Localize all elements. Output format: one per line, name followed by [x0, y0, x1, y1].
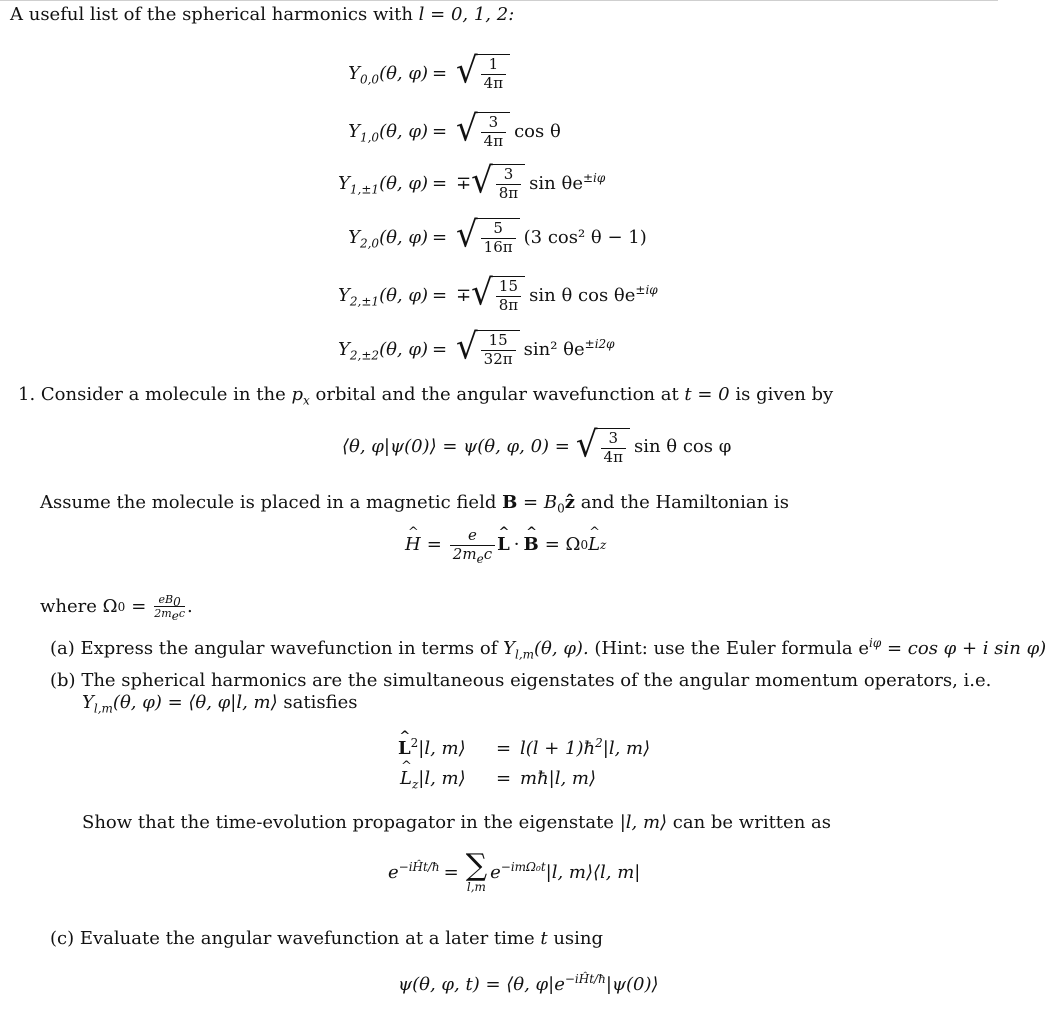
harmonic-sign: ∓ — [456, 284, 472, 306]
harmonic-eq: = — [432, 62, 448, 84]
intro-text: A useful list of the spherical harmonics with — [10, 4, 413, 25]
q1-orbital-sub: x — [302, 393, 310, 408]
harmonic-den: 8π — [496, 184, 521, 202]
ham-eq: = — [426, 534, 442, 556]
top-border — [0, 0, 998, 1]
harmonic-sqrt: √ $\frac{15}{32\pi}$ — [456, 330, 520, 368]
harmonic-num: 15 — [498, 277, 519, 296]
harmonic-num: 5 — [493, 219, 503, 238]
harmonic-lhs: $Y_{2,\pm 1}(\theta$, φ) — [338, 284, 428, 309]
part-c-equation — [398, 972, 659, 995]
part-b-label: (b) — [50, 670, 76, 691]
intro-line — [10, 6, 514, 24]
q1-orbital: p — [291, 384, 303, 405]
where-den-sub: e — [171, 608, 179, 623]
prop-proj: |l, m⟩⟨l, m| — [545, 862, 641, 883]
part-a-label: (a) — [50, 638, 75, 659]
harmonic-eq: = — [432, 338, 448, 360]
q1-suffix: is given by — [735, 384, 834, 405]
eig2-L: ^ L — [400, 770, 412, 788]
eig1-rhs-wrap: $l(l + 1)ħ^2|l$, m⟩ — [520, 736, 651, 759]
field-suffix: and the Hamiltonian is — [580, 492, 789, 513]
prop-eq: = — [443, 862, 459, 883]
part-b-Y: Y — [82, 692, 94, 713]
harmonic-lhs: $Y_{2,\pm 2}(\theta$, φ) — [338, 338, 428, 363]
ham-L: ^ L — [497, 536, 510, 554]
prop-lhs-sup: −iĤt/ħ — [398, 860, 440, 874]
part-b-text: The spherical harmonics are the simultaneous eigenstates of the angular momentum operators, i.e. — [81, 670, 992, 691]
part-a-Ysub: l,m — [514, 647, 535, 662]
propagator-equation — [388, 848, 641, 894]
field-line — [40, 492, 789, 516]
eig1-eq: = — [496, 738, 512, 759]
harmonic-row — [0, 108, 998, 154]
harmonic-trail: (3 cos² θ − 1) — [523, 226, 647, 248]
eig2-eq: = — [496, 768, 512, 789]
where-den-c: c — [178, 606, 186, 620]
ham-H: ^ H — [405, 536, 421, 554]
harmonic-rhs — [456, 50, 514, 93]
harmonic-num: 3 — [503, 165, 514, 184]
harmonic-num: 3 — [488, 113, 499, 132]
psi0-num: 3 — [608, 429, 619, 447]
part-c-using: using — [553, 928, 604, 949]
harmonic-sqrt: √ $\frac{3}{4\pi}$ — [456, 112, 510, 150]
prop-lhs: e — [388, 862, 399, 883]
harmonic-den: 4π — [481, 132, 506, 150]
harmonic-eq: = — [432, 120, 448, 142]
harmonic-lhs: $Y_{0,0}(\theta$, φ) — [348, 62, 428, 87]
ham-B: ^ B — [523, 536, 538, 554]
q1-prefix: 1. Consider a molecule in the — [18, 384, 286, 405]
ham-num: e — [468, 526, 477, 544]
part-c-line — [50, 930, 603, 948]
harmonic-row — [0, 326, 998, 372]
part-b-line2 — [82, 692, 358, 716]
part-c-eq-sup: −iĤt/ħ — [564, 972, 606, 986]
eigen-eq-1: ^ $L^2|l$, m⟩ — [398, 740, 466, 758]
harmonic-den: 8π — [496, 296, 521, 314]
harmonic-num: 1 — [488, 55, 499, 74]
field-B: B — [502, 492, 518, 513]
harmonic-rhs — [456, 108, 561, 151]
q1-middle: orbital and the angular wavefunction at — [315, 384, 679, 405]
eig1-rhs2: |l, m⟩ — [602, 738, 651, 759]
harmonic-den: 32π — [481, 350, 516, 368]
where-den: 2m — [154, 606, 172, 620]
prop-term: e — [490, 862, 501, 883]
part-c-text: Evaluate the angular wavefunction at a later time — [79, 928, 535, 949]
harmonic-rhs — [456, 326, 615, 369]
harmonic-den: 16π — [481, 238, 516, 256]
part-a-Y: Y — [503, 638, 515, 659]
eigen-eq-2: ^ $L_z|l$, m⟩ — [400, 770, 466, 788]
harmonic-den: 4π — [481, 74, 506, 92]
ham-den-sub: e — [476, 551, 484, 566]
part-c-eq-rhs: |ψ(0)⟩ — [605, 974, 659, 995]
harmonic-lhs: $Y_{2,0}(\theta$, φ) — [348, 226, 428, 251]
harmonic-sqrt: √ $\frac{1}{4\pi}$ — [456, 54, 510, 92]
where-omega-line: where Ω 0 = $eB_0$ $2m_ec$ . — [40, 593, 193, 623]
part-a-args: (θ, φ). — [534, 638, 589, 659]
eig1-lhs: |l, m⟩ — [418, 738, 466, 759]
harmonic-sqrt: √ $\frac{3}{8\pi}$ — [471, 164, 525, 202]
part-a-hint: (Hint: use the Euler formula e — [594, 638, 869, 659]
part-b-end: satisfies — [283, 692, 358, 713]
field-b0-sub: 0 — [557, 501, 565, 516]
ham-eq2: = Ω — [544, 534, 581, 556]
part-c-t: t — [540, 928, 548, 949]
harmonic-trail: $\sin \theta e^{\pm i\varphi}$ — [529, 170, 606, 194]
harmonic-rhs — [456, 272, 658, 315]
eig1-L: ^ L — [398, 740, 411, 758]
harmonic-lhs: $Y_{1,0}(\theta$, φ) — [348, 120, 428, 145]
field-zhat: ẑ — [564, 492, 575, 513]
q1-time-cond: t = 0 — [684, 384, 730, 405]
harmonic-sqrt: √ $\frac{5}{16\pi}$ — [456, 218, 520, 256]
harmonic-row — [0, 272, 998, 318]
where-text: where Ω — [40, 595, 118, 617]
prop-term-sup: −imΩ₀t — [500, 860, 546, 874]
where-num: eB — [158, 593, 174, 606]
question-1-line — [18, 384, 834, 408]
ham-den: 2m — [452, 544, 477, 563]
intro-condition: l = 0, 1, 2: — [418, 4, 515, 25]
psi0-den: 4π — [601, 448, 626, 466]
psi0-equation — [342, 423, 732, 466]
harmonic-eq: = — [432, 226, 448, 248]
part-a-hint-sup: iφ — [869, 636, 882, 650]
part-b-line1 — [50, 672, 991, 690]
harmonic-row — [0, 214, 998, 260]
harmonic-sqrt: √ $\frac{15}{8\pi}$ — [471, 276, 525, 314]
show-text: Show that the time-evolution propagator in the eigenstate — [82, 812, 614, 833]
where-frac — [154, 593, 186, 623]
psi0-lhs: ⟨θ, φ|ψ(0)⟩ = ψ(θ, φ, 0) = — [342, 435, 570, 457]
ham-den-c: c — [483, 544, 493, 563]
eig2-lhs: |l, m⟩ — [418, 768, 466, 789]
part-a-line — [50, 636, 1046, 662]
part-c-label: (c) — [50, 928, 75, 949]
harmonic-row — [0, 160, 998, 206]
show-line — [82, 814, 831, 832]
where-eq: = — [131, 595, 147, 617]
eig1-rhs: l(l + 1)ħ — [520, 738, 596, 759]
show-ket: |l, m⟩ — [619, 812, 668, 833]
ham-frac — [450, 526, 495, 566]
part-c-eq-lhs: ψ(θ, φ, t) = ⟨θ, φ|e — [398, 974, 565, 995]
field-prefix: Assume the molecule is placed in a magnetic field — [40, 492, 497, 513]
ham-dot: · — [513, 534, 520, 556]
where-num-sub: 0 — [173, 595, 181, 610]
psi0-trail: sin θ cos φ — [633, 435, 732, 457]
part-a-text: Express the angular wavefunction in terms of — [80, 638, 498, 659]
harmonic-rhs — [456, 160, 606, 203]
harmonic-rhs — [456, 214, 647, 257]
eig2-rhs: mħ|l, m⟩ — [520, 768, 597, 789]
show-end: can be written as — [672, 812, 831, 833]
psi0-sqrt: √ $\frac{3}{4\pi}$ — [576, 428, 630, 466]
harmonic-eq: = — [432, 172, 448, 194]
ham-Lz: ^ L — [588, 536, 600, 554]
hamiltonian-equation: ^ H = $\frac{e}{2m_ec}$ ^ L · ^ B = Ω 0 ^ L z — [405, 528, 606, 563]
prop-sum-lim: l,m — [466, 880, 486, 894]
harmonic-num: 15 — [488, 331, 508, 350]
prop-sum: ∑ l,m — [465, 848, 488, 894]
part-b-Ysub: l,m — [93, 701, 113, 716]
field-eq: = B — [523, 492, 558, 513]
harmonic-sign: ∓ — [456, 172, 472, 194]
harmonic-row — [0, 50, 998, 96]
harmonic-trail: sin² $\theta e^{\pm i2\varphi}$ — [523, 336, 615, 360]
harmonic-trail: sin θ $\cos \theta e^{\pm i\varphi}$ — [529, 282, 658, 306]
part-a-hint-end: = cos φ + i sin φ) — [886, 638, 1046, 659]
harmonic-eq: = — [432, 284, 448, 306]
harmonic-trail: cos θ — [514, 120, 561, 142]
part-b-rest: (θ, φ) = ⟨θ, φ|l, m⟩ — [112, 692, 278, 713]
where-period: . — [187, 595, 193, 617]
harmonic-lhs: $Y_{1,\pm 1}(\theta$, φ) — [338, 172, 428, 197]
